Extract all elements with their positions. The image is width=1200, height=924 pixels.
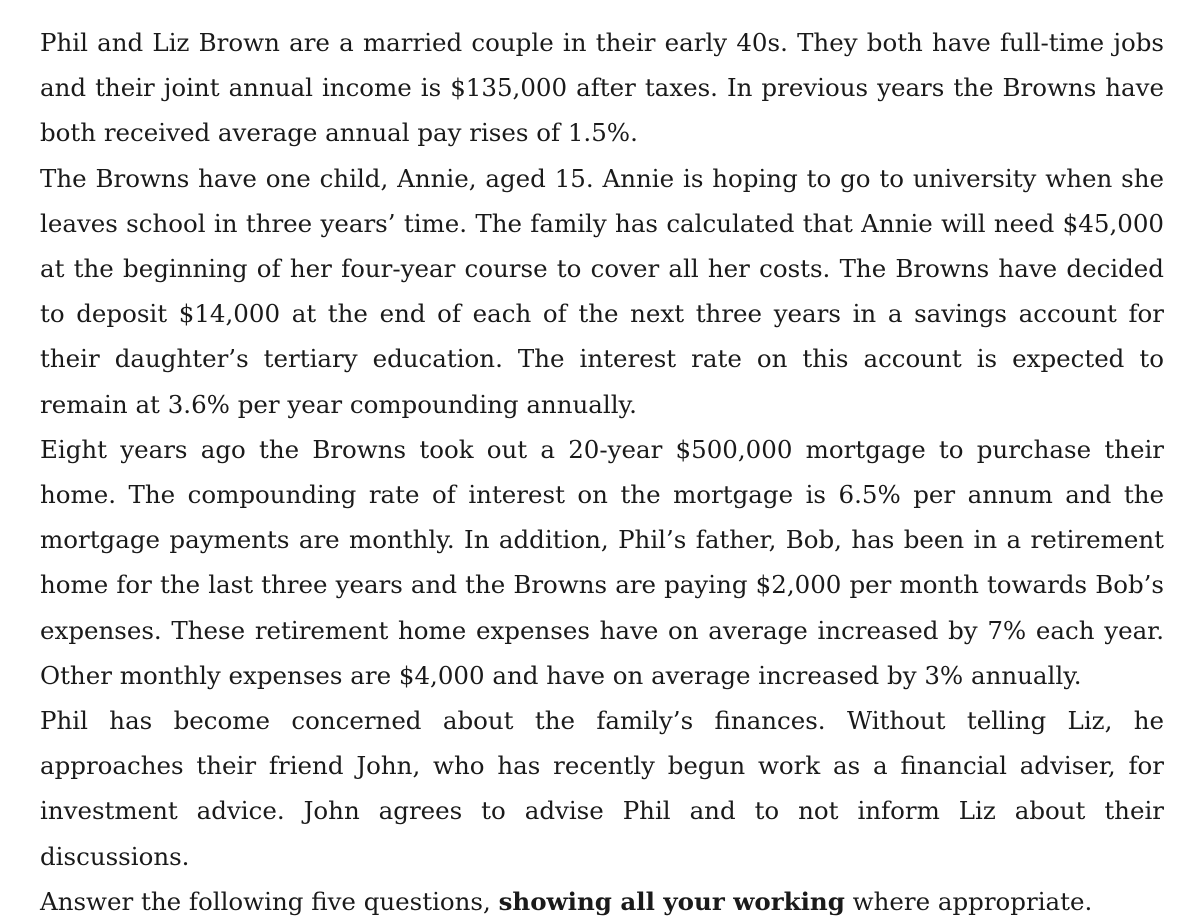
paragraph-family-income: Phil and Liz Brown are a married couple in their early 40s. They both have full-time jobs and their joint annual income is $135,000 after taxes. In previous years the Browns have both received average annual pay rises of 1.5%. — [40, 28, 1164, 148]
paragraph-mortgage-expenses: Eight years ago the Browns took out a 20-year $500,000 mortgage to purchase their home. The compounding rate of interest on the mortgage is 6.5% per annum and the mortgage payments are monthly. In addition, Phil’s father, Bob, has been in a retirement home for the last three years and the Browns are paying $2,000 per month towards Bob’s expenses. These retirement home expenses have on average increased by 7% each year. Other monthly expenses are $4,000 and have on average increased by 3% annually. — [40, 434, 1164, 690]
instruction-text-before: Answer the following five questions, — [40, 886, 499, 916]
instruction-emphasis: showing all your working — [498, 886, 845, 916]
paragraph-financial-adviser: Phil has become concerned about the family’s finances. Without telling Liz, he approaches their friend John, who has recently begun work as a financial adviser, for investment advice. John agrees to advise Phil and to not inform Liz about their discussions. — [40, 706, 1164, 871]
paragraph-education-savings: The Browns have one child, Annie, aged 15. Annie is hoping to go to university when she leaves school in three years’ time. The family has calculated that Annie will need $45,000 at the beginning of her four-year course to cover all her costs. The Browns have decided to deposit $14,000 at the end of each of the next three years in a savings account for their daughter’s tertiary education. The interest rate on this account is expected to remain at 3.6% per year compounding annually. — [40, 163, 1164, 419]
instruction-line — [40, 879, 1164, 924]
instruction-text-after: where appropriate. — [844, 886, 1093, 916]
